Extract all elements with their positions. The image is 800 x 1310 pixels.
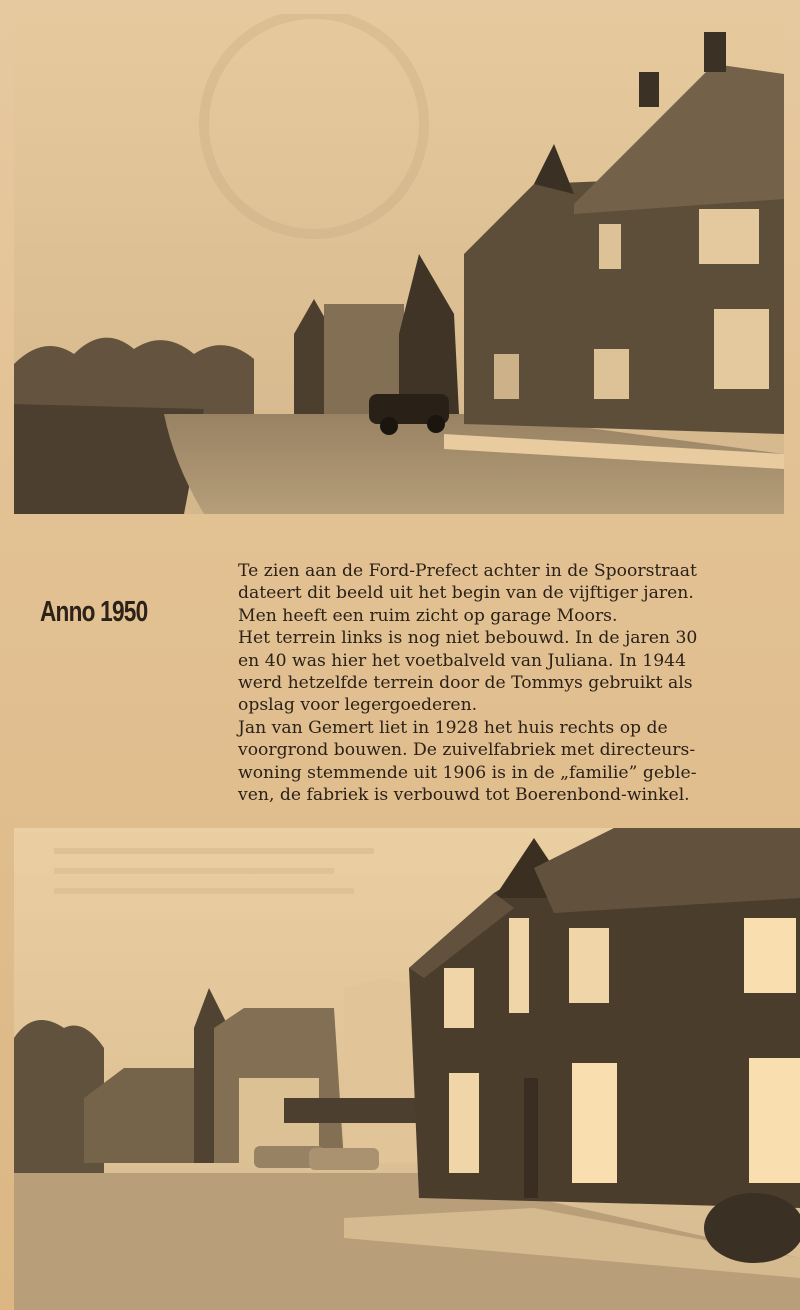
caption-line: opslag voor legergoederen. (238, 695, 478, 716)
caption-line: Men heeft een ruim zicht op garage Moors. (238, 605, 618, 626)
historic-photo-1950 (14, 14, 784, 514)
caption-line: voorgrond bouwen. De zuivelfabriek met directeurs- (238, 740, 696, 761)
caption-line: Te zien aan de Ford-Prefect achter in de Spoorstraat (238, 561, 697, 581)
caption-line: woning stemmende uit 1906 is in de „familie” geble- (238, 762, 697, 783)
modern-photo-street-corner (14, 828, 800, 1310)
caption-line: Jan van Gemert liet in 1928 het huis rechts op de (238, 717, 668, 738)
caption-line: dateert dit beeld uit het begin van de vijftiger jaren. (238, 583, 694, 604)
caption-line: en 40 was hier het voetbalveld van Juliana. In 1944 (238, 650, 687, 671)
caption-line: ven, de fabriek is verbouwd tot Boerenbond-winkel. (238, 785, 690, 806)
caption-line: werd hetzelfde terrein door de Tommys gebruikt als (238, 673, 693, 694)
caption-line: Het terrein links is nog niet bebouwd. In de jaren 30 (238, 628, 698, 649)
article-caption (238, 560, 788, 806)
article-heading: Anno 1950 (40, 596, 148, 628)
